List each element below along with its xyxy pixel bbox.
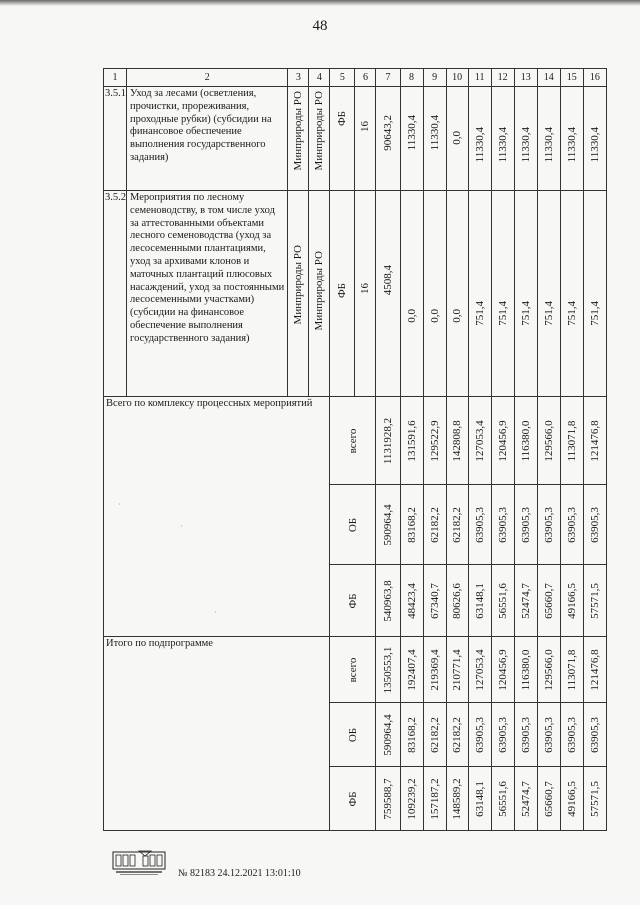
- value-text: 63905,3: [473, 506, 486, 543]
- row-code: 3.5.2: [104, 191, 127, 397]
- responsible-text: Минприроды РО: [313, 91, 326, 171]
- value-cell: [560, 767, 583, 831]
- value-cell: [560, 87, 583, 191]
- value-text: 62182,2: [428, 506, 441, 543]
- value-text: 1350553,1: [382, 646, 394, 693]
- header-row: [104, 69, 607, 87]
- header-cell: 4: [309, 69, 330, 87]
- total-row: [104, 637, 607, 703]
- value-cell: [514, 397, 537, 485]
- value-text: 142808,8: [451, 419, 464, 462]
- value-cell: [446, 87, 468, 191]
- value-cell: [537, 767, 560, 831]
- header-cell: 9: [423, 69, 446, 87]
- value-text: 63905,3: [519, 506, 532, 543]
- value-cell: [400, 87, 423, 191]
- source-cell: [330, 191, 355, 397]
- value-cell: [491, 565, 514, 637]
- value-cell: [537, 703, 560, 767]
- value-cell: [514, 87, 537, 191]
- value-cell: [514, 767, 537, 831]
- source-text: ОБ: [346, 727, 359, 742]
- value-cell: [423, 397, 446, 485]
- value-cell: [583, 565, 606, 637]
- value-cell: [400, 637, 423, 703]
- value-text: 83168,2: [405, 716, 418, 753]
- value-cell: [583, 485, 606, 565]
- value-text: 63905,3: [588, 716, 601, 753]
- value-text: 219369,4: [428, 648, 441, 691]
- header-cell: 14: [537, 69, 560, 87]
- source-text: ФБ: [336, 283, 349, 299]
- value-cell: [491, 637, 514, 703]
- value-cell: [583, 397, 606, 485]
- value-cell: [537, 565, 560, 637]
- value-text: 11330,4: [405, 115, 418, 151]
- value-text: 11330,4: [519, 127, 532, 163]
- value-cell: [560, 485, 583, 565]
- value-text: 540963,8: [382, 579, 394, 622]
- value-cell: [491, 485, 514, 565]
- pencil-mark: ·: [118, 500, 121, 509]
- header-cell: 13: [514, 69, 537, 87]
- value-text: 751,4: [519, 301, 532, 326]
- value-text: 127053,4: [473, 648, 486, 691]
- value-cell: [491, 191, 514, 397]
- value-text: 11330,4: [496, 127, 509, 163]
- value-text: 120456,9: [496, 648, 509, 691]
- registry-logo-icon: [112, 848, 166, 876]
- value-text: 56551,6: [496, 780, 509, 817]
- value-text: 83168,2: [405, 506, 418, 543]
- value-text: 57571,5: [588, 582, 601, 619]
- value-text: 751,4: [588, 301, 601, 326]
- budget-table: [103, 68, 607, 831]
- executor-cell: [288, 191, 309, 397]
- value-cell: [491, 397, 514, 485]
- source-cell: [330, 767, 376, 831]
- value-text: 590964,4: [382, 503, 394, 546]
- header-cell: 16: [583, 69, 606, 87]
- value-text: 63905,3: [588, 506, 601, 543]
- source-text: ФБ: [336, 111, 349, 127]
- value-text: 113071,8: [565, 649, 578, 690]
- value-cell: [491, 87, 514, 191]
- header-cell: 12: [491, 69, 514, 87]
- value-cell: [537, 87, 560, 191]
- header-cell: 2: [127, 69, 288, 87]
- source-cell: [330, 637, 376, 703]
- responsible-text: Минприроды РО: [313, 251, 326, 331]
- value-text: 751,4: [542, 301, 555, 326]
- value-text: 67340,7: [428, 582, 441, 619]
- value-text: 63905,3: [496, 716, 509, 753]
- source-cell: [330, 703, 376, 767]
- value-cell: [560, 397, 583, 485]
- value-cell: [583, 191, 606, 397]
- value-text: 63148,1: [473, 780, 486, 817]
- count-text: 16: [359, 283, 372, 294]
- value-text: 129566,0: [542, 419, 555, 462]
- header-cell: 7: [376, 69, 400, 87]
- value-text: 11330,4: [428, 115, 441, 151]
- source-cell: [330, 397, 376, 485]
- value-cell: [537, 191, 560, 397]
- value-cell: [583, 637, 606, 703]
- value-cell: [468, 565, 491, 637]
- value-cell: [468, 485, 491, 565]
- value-cell: [376, 767, 400, 831]
- value-cell: [423, 703, 446, 767]
- document-registration-mark: № 82183 24.12.2021 13:01:10: [178, 868, 301, 879]
- value-text: 120456,9: [496, 419, 509, 462]
- value-cell: [400, 397, 423, 485]
- source-text: ФБ: [346, 790, 359, 807]
- value-cell: [446, 191, 468, 397]
- value-cell: [514, 703, 537, 767]
- footer: [112, 848, 472, 878]
- value-cell: [400, 565, 423, 637]
- value-cell: [583, 703, 606, 767]
- value-cell: [423, 485, 446, 565]
- value-cell: [514, 485, 537, 565]
- value-text: 1131928,2: [382, 417, 394, 464]
- table-row: [104, 191, 607, 397]
- value-cell: [446, 397, 468, 485]
- count-cell: [355, 87, 376, 191]
- header-cell: 3: [288, 69, 309, 87]
- scan-edge: [0, 0, 640, 6]
- value-cell: [423, 767, 446, 831]
- value-cell: [583, 767, 606, 831]
- source-cell: [330, 565, 376, 637]
- value-text: 121476,8: [588, 419, 601, 462]
- value-text: 113071,8: [565, 420, 578, 461]
- complex-total-label: Всего по комплексу процессных мероприятий: [106, 398, 313, 409]
- value-cell: [376, 87, 400, 191]
- value-text: 751,4: [496, 301, 509, 326]
- value-text: 759588,7: [382, 777, 394, 820]
- value-text: 109239,2: [405, 777, 418, 820]
- source-cell: [330, 87, 355, 191]
- value-text: 0,0: [451, 309, 464, 323]
- value-text: 63905,3: [519, 716, 532, 753]
- header-cell: 1: [104, 69, 127, 87]
- value-text: 129566,0: [542, 648, 555, 691]
- complex-total-label-cell: [104, 397, 330, 637]
- value-cell: [446, 637, 468, 703]
- count-cell: [355, 191, 376, 397]
- pencil-mark: ·: [180, 522, 183, 531]
- value-cell: [376, 485, 400, 565]
- value-text: 63905,3: [473, 716, 486, 753]
- value-cell: [446, 703, 468, 767]
- value-cell: [446, 565, 468, 637]
- value-text: 48423,4: [405, 582, 418, 619]
- source-text: ФБ: [346, 592, 359, 609]
- value-cell: [537, 637, 560, 703]
- value-text: 751,4: [565, 301, 578, 326]
- value-text: 127053,4: [473, 419, 486, 462]
- value-cell: [537, 485, 560, 565]
- value-text: 4508,4: [382, 265, 394, 296]
- value-text: 62182,2: [428, 716, 441, 753]
- header-cell: 5: [330, 69, 355, 87]
- row-description: Уход за лесами (осветления, прочистки, прореживания, проходные рубки) (субсидии на финансовое обеспечение выполнения государственного задания): [127, 87, 288, 191]
- value-text: 192407,4: [405, 648, 418, 691]
- value-text: 129522,9: [428, 419, 441, 462]
- value-text: 63905,3: [542, 716, 555, 753]
- subprogram-total-label-cell: [104, 637, 330, 831]
- value-cell: [376, 191, 400, 397]
- value-text: 11330,4: [542, 127, 555, 163]
- header-cell: 10: [446, 69, 468, 87]
- value-text: 63905,3: [565, 506, 578, 543]
- value-text: 62182,2: [451, 506, 464, 543]
- executor-cell: [288, 87, 309, 191]
- header-cell: 6: [355, 69, 376, 87]
- value-cell: [514, 565, 537, 637]
- row-description: Мероприятия по лесному семеноводству, в том числе уход за аттестованными объектами лесного семеноводства (уход за лесосеменными плантациями, уход за архивами клонов и маточных плантаций плюсовых насаждений, уход за постоянными лесосеменными участками) (субсидии на финансовое обеспечение выполнения государственного задания): [127, 191, 288, 397]
- value-cell: [423, 565, 446, 637]
- value-cell: [468, 703, 491, 767]
- value-cell: [376, 637, 400, 703]
- value-cell: [537, 397, 560, 485]
- value-cell: [400, 485, 423, 565]
- value-text: 751,4: [473, 301, 486, 326]
- value-cell: [376, 703, 400, 767]
- header-cell: 11: [468, 69, 491, 87]
- value-text: 121476,8: [588, 648, 601, 691]
- pencil-mark: ·: [214, 608, 217, 617]
- value-text: 57571,5: [588, 780, 601, 817]
- value-cell: [423, 191, 446, 397]
- source-cell: [330, 485, 376, 565]
- value-text: 52474,7: [519, 780, 532, 817]
- value-text: 65660,7: [542, 780, 555, 817]
- value-cell: [446, 767, 468, 831]
- value-cell: [423, 637, 446, 703]
- value-text: 49166,5: [565, 582, 578, 619]
- value-text: 80626,6: [451, 582, 464, 619]
- value-text: 131591,6: [405, 419, 418, 462]
- value-text: 52474,7: [519, 582, 532, 619]
- value-cell: [423, 87, 446, 191]
- value-cell: [376, 565, 400, 637]
- value-cell: [446, 485, 468, 565]
- value-cell: [560, 191, 583, 397]
- count-text: 16: [359, 121, 372, 132]
- source-text: ОБ: [346, 517, 359, 532]
- header-cell: 8: [400, 69, 423, 87]
- value-text: 11330,4: [565, 127, 578, 163]
- executor-text: Минприроды РО: [292, 245, 305, 325]
- header-cell: 15: [560, 69, 583, 87]
- value-text: 63148,1: [473, 582, 486, 619]
- executor-text: Минприроды РО: [292, 91, 305, 171]
- value-cell: [514, 191, 537, 397]
- value-cell: [400, 703, 423, 767]
- responsible-cell: [309, 191, 330, 397]
- value-text: 49166,5: [565, 780, 578, 817]
- value-text: 63905,3: [496, 506, 509, 543]
- value-text: 148589,2: [451, 777, 464, 820]
- value-text: 0,0: [428, 309, 441, 323]
- value-text: 90643,2: [382, 115, 394, 151]
- value-text: 63905,3: [565, 716, 578, 753]
- value-text: 0,0: [451, 131, 464, 145]
- value-cell: [468, 397, 491, 485]
- value-text: 65660,7: [542, 582, 555, 619]
- value-cell: [468, 87, 491, 191]
- value-text: 11330,4: [473, 127, 486, 163]
- value-text: 56551,6: [496, 582, 509, 619]
- value-text: 11330,4: [588, 127, 601, 163]
- value-text: 157187,2: [428, 777, 441, 820]
- value-text: 63905,3: [542, 506, 555, 543]
- row-code: 3.5.1: [104, 87, 127, 191]
- value-cell: [583, 87, 606, 191]
- value-cell: [468, 191, 491, 397]
- value-cell: [491, 767, 514, 831]
- page-number: 48: [312, 18, 328, 34]
- value-cell: [491, 703, 514, 767]
- value-text: 590964,4: [382, 713, 394, 756]
- value-text: 62182,2: [451, 716, 464, 753]
- value-cell: [400, 767, 423, 831]
- source-text: всего: [346, 428, 359, 453]
- value-cell: [468, 637, 491, 703]
- value-cell: [560, 637, 583, 703]
- value-cell: [468, 767, 491, 831]
- value-text: 210771,4: [451, 648, 464, 691]
- source-text: всего: [346, 657, 359, 682]
- value-cell: [376, 397, 400, 485]
- table-row: [104, 87, 607, 191]
- responsible-cell: [309, 87, 330, 191]
- value-cell: [514, 637, 537, 703]
- value-text: 116380,0: [519, 420, 532, 461]
- total-row: [104, 397, 607, 485]
- value-text: 116380,0: [519, 649, 532, 690]
- value-text: 0,0: [405, 309, 418, 323]
- subprogram-total-label: Итого по подпрограмме: [106, 638, 213, 649]
- value-cell: [400, 191, 423, 397]
- value-cell: [560, 565, 583, 637]
- value-cell: [560, 703, 583, 767]
